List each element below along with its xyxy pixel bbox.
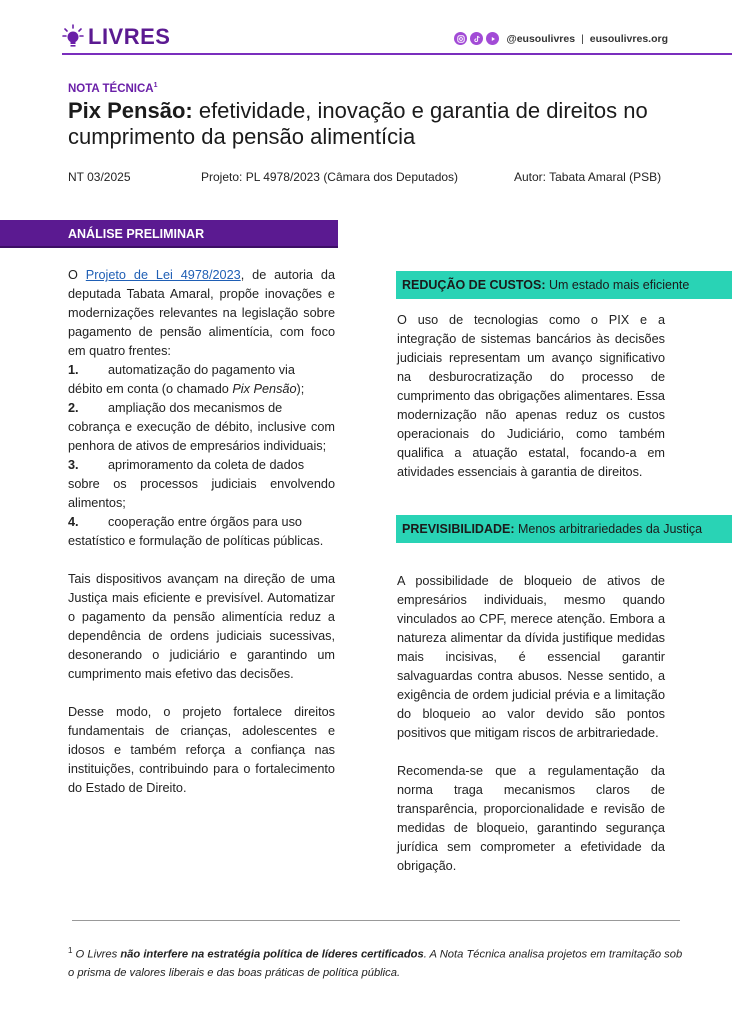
doc-project: Projeto: PL 4978/2023 (Câmara dos Deputados) (201, 170, 459, 184)
pix-pensao-emphasis: Pix Pensão (232, 382, 297, 396)
site-link[interactable]: eusoulivres.org (589, 32, 668, 45)
custos-bold: REDUÇÃO DE CUSTOS: (402, 278, 546, 292)
list-item (68, 513, 335, 532)
lightbulb-icon (62, 24, 84, 50)
custos-paragraph (397, 311, 665, 482)
tiktok-icon[interactable] (470, 32, 483, 45)
list-text: ); (296, 382, 305, 396)
instagram-icon[interactable] (454, 32, 467, 45)
footnote-divider (72, 920, 680, 921)
section-header-analise: ANÁLISE PRELIMINAR (0, 220, 338, 248)
livres-logo[interactable] (62, 24, 170, 50)
doc-author: Autor: Tabata Amaral (PSB) (514, 170, 662, 184)
intro-pre: O (68, 268, 86, 282)
list-text: débito em conta (o chamado (68, 382, 233, 396)
doc-title (68, 98, 688, 150)
previsibilidade-text: A possibilidade de bloqueio de ativos de empresários individuais, mesmo quando vinculados ao CPF, merece atenção. Embora a natureza alimentar da dívida justifique medidas mais incisivas, é essencial garantir salvaguardas contra abusos. Nesse sentido, a exigência de ordem judicial prévia e a limitação do bloqueio ao valor devido são pontos positivos que mitigam riscos de arbitrariedade. (397, 574, 665, 740)
kicker-footnote-ref[interactable]: 1 (153, 82, 158, 89)
footnote-bold: não interfere na estratégia política de líderes certificados (120, 948, 424, 961)
custos-text: O uso de tecnologias como o PIX e a integração de sistemas bancários às decisões judiciais representam um avanço significativo na desburocratização do processo de cumprimento das obrigações alimentares. Essa modernização não apenas reduz os custos operacionais do Judiciário, como também qualifica a atuação estatal, focando-a em atividades essenciais à garantia de direitos. (397, 313, 665, 479)
list-continuation (68, 380, 335, 399)
title-bold: Pix Pensão: (68, 98, 193, 123)
list-continuation: cobrança e execução de débito, inclusive com penhora de ativos de empresários individuais; (68, 420, 335, 453)
list-text-first: aprimoramento da coleta de dados (108, 458, 305, 472)
list-number: 2. (68, 401, 79, 415)
intro-paragraph (68, 266, 335, 361)
youtube-icon[interactable] (486, 32, 499, 45)
list-text-first: cooperação entre órgãos para uso (108, 515, 302, 529)
list-item (68, 399, 335, 418)
paragraph-2: Tais dispositivos avançam na direção de uma Justiça mais eficiente e previsível. Automatizar o pagamento da pensão alimentícia reduz a dependência de ordens judiciais sucessivas, desonerando o judiciário e garantindo um cumprimento mais efetivo das decisões. (68, 572, 335, 681)
kicker-label: NOTA TÉCNICA (68, 82, 154, 95)
previsibilidade-bold: PREVISIBILIDADE: (402, 522, 515, 536)
previsibilidade-paragraph (397, 572, 665, 876)
header-separator: | (581, 32, 584, 45)
subsection-header-custos (396, 271, 732, 299)
list-continuation: estatístico e formulação de políticas públicas. (68, 534, 324, 548)
header-divider (62, 53, 732, 55)
list-text-first: ampliação dos mecanismos de (108, 401, 283, 415)
social-bar (454, 32, 668, 45)
doc-kicker (68, 82, 158, 95)
recomendacao-text: Recomenda-se que a regulamentação da norma traga mecanismos claros de transparência, proporcionalidade e revisão de medidas de bloqueio, garantindo segurança jurídica sem comprometer a efetividade da obrigação. (397, 764, 665, 873)
brand-name: LIVRES (88, 24, 171, 49)
list-number: 4. (68, 515, 79, 529)
custos-rest: Um estado mais eficiente (545, 278, 690, 292)
social-handle[interactable]: @eusoulivres (506, 32, 576, 45)
list-number: 1. (68, 363, 79, 377)
left-column (68, 266, 335, 798)
intro-post: , de autoria da deputada Tabata Amaral, propõe inovações e modernizações relevantes na legislação sobre pagamento de pensão alimentícia, com foco em quatro frentes: (68, 268, 335, 358)
footnote-marker: 1 (68, 946, 73, 955)
previsibilidade-rest: Menos arbitrariedades da Justiça (514, 522, 703, 536)
footnote (68, 942, 688, 982)
pl-link[interactable]: Projeto de Lei 4978/2023 (85, 268, 241, 282)
list-continuation: sobre os processos judiciais envolvendo alimentos; (68, 477, 335, 510)
list-text-first: automatização do pagamento via (108, 363, 295, 377)
list-item (68, 456, 335, 475)
list-item (68, 361, 335, 380)
list-number: 3. (68, 458, 79, 472)
subsection-header-previsibilidade (396, 515, 732, 543)
doc-number: NT 03/2025 (68, 170, 131, 184)
footnote-post: . A Nota Técnica analisa projetos em tramitação sob o prisma de valores liberais e das boas práticas de política pública. (68, 948, 683, 979)
title-rest: efetividade, inovação e garantia de direitos no cumprimento da pensão alimentícia (68, 98, 648, 149)
footnote-pre: O Livres (72, 948, 121, 961)
paragraph-3: Desse modo, o projeto fortalece direitos fundamentais de crianças, adolescentes e idosos e também reforça a confiança nas instituições, contribuindo para o fortalecimento do Estado de Direito. (68, 705, 335, 795)
